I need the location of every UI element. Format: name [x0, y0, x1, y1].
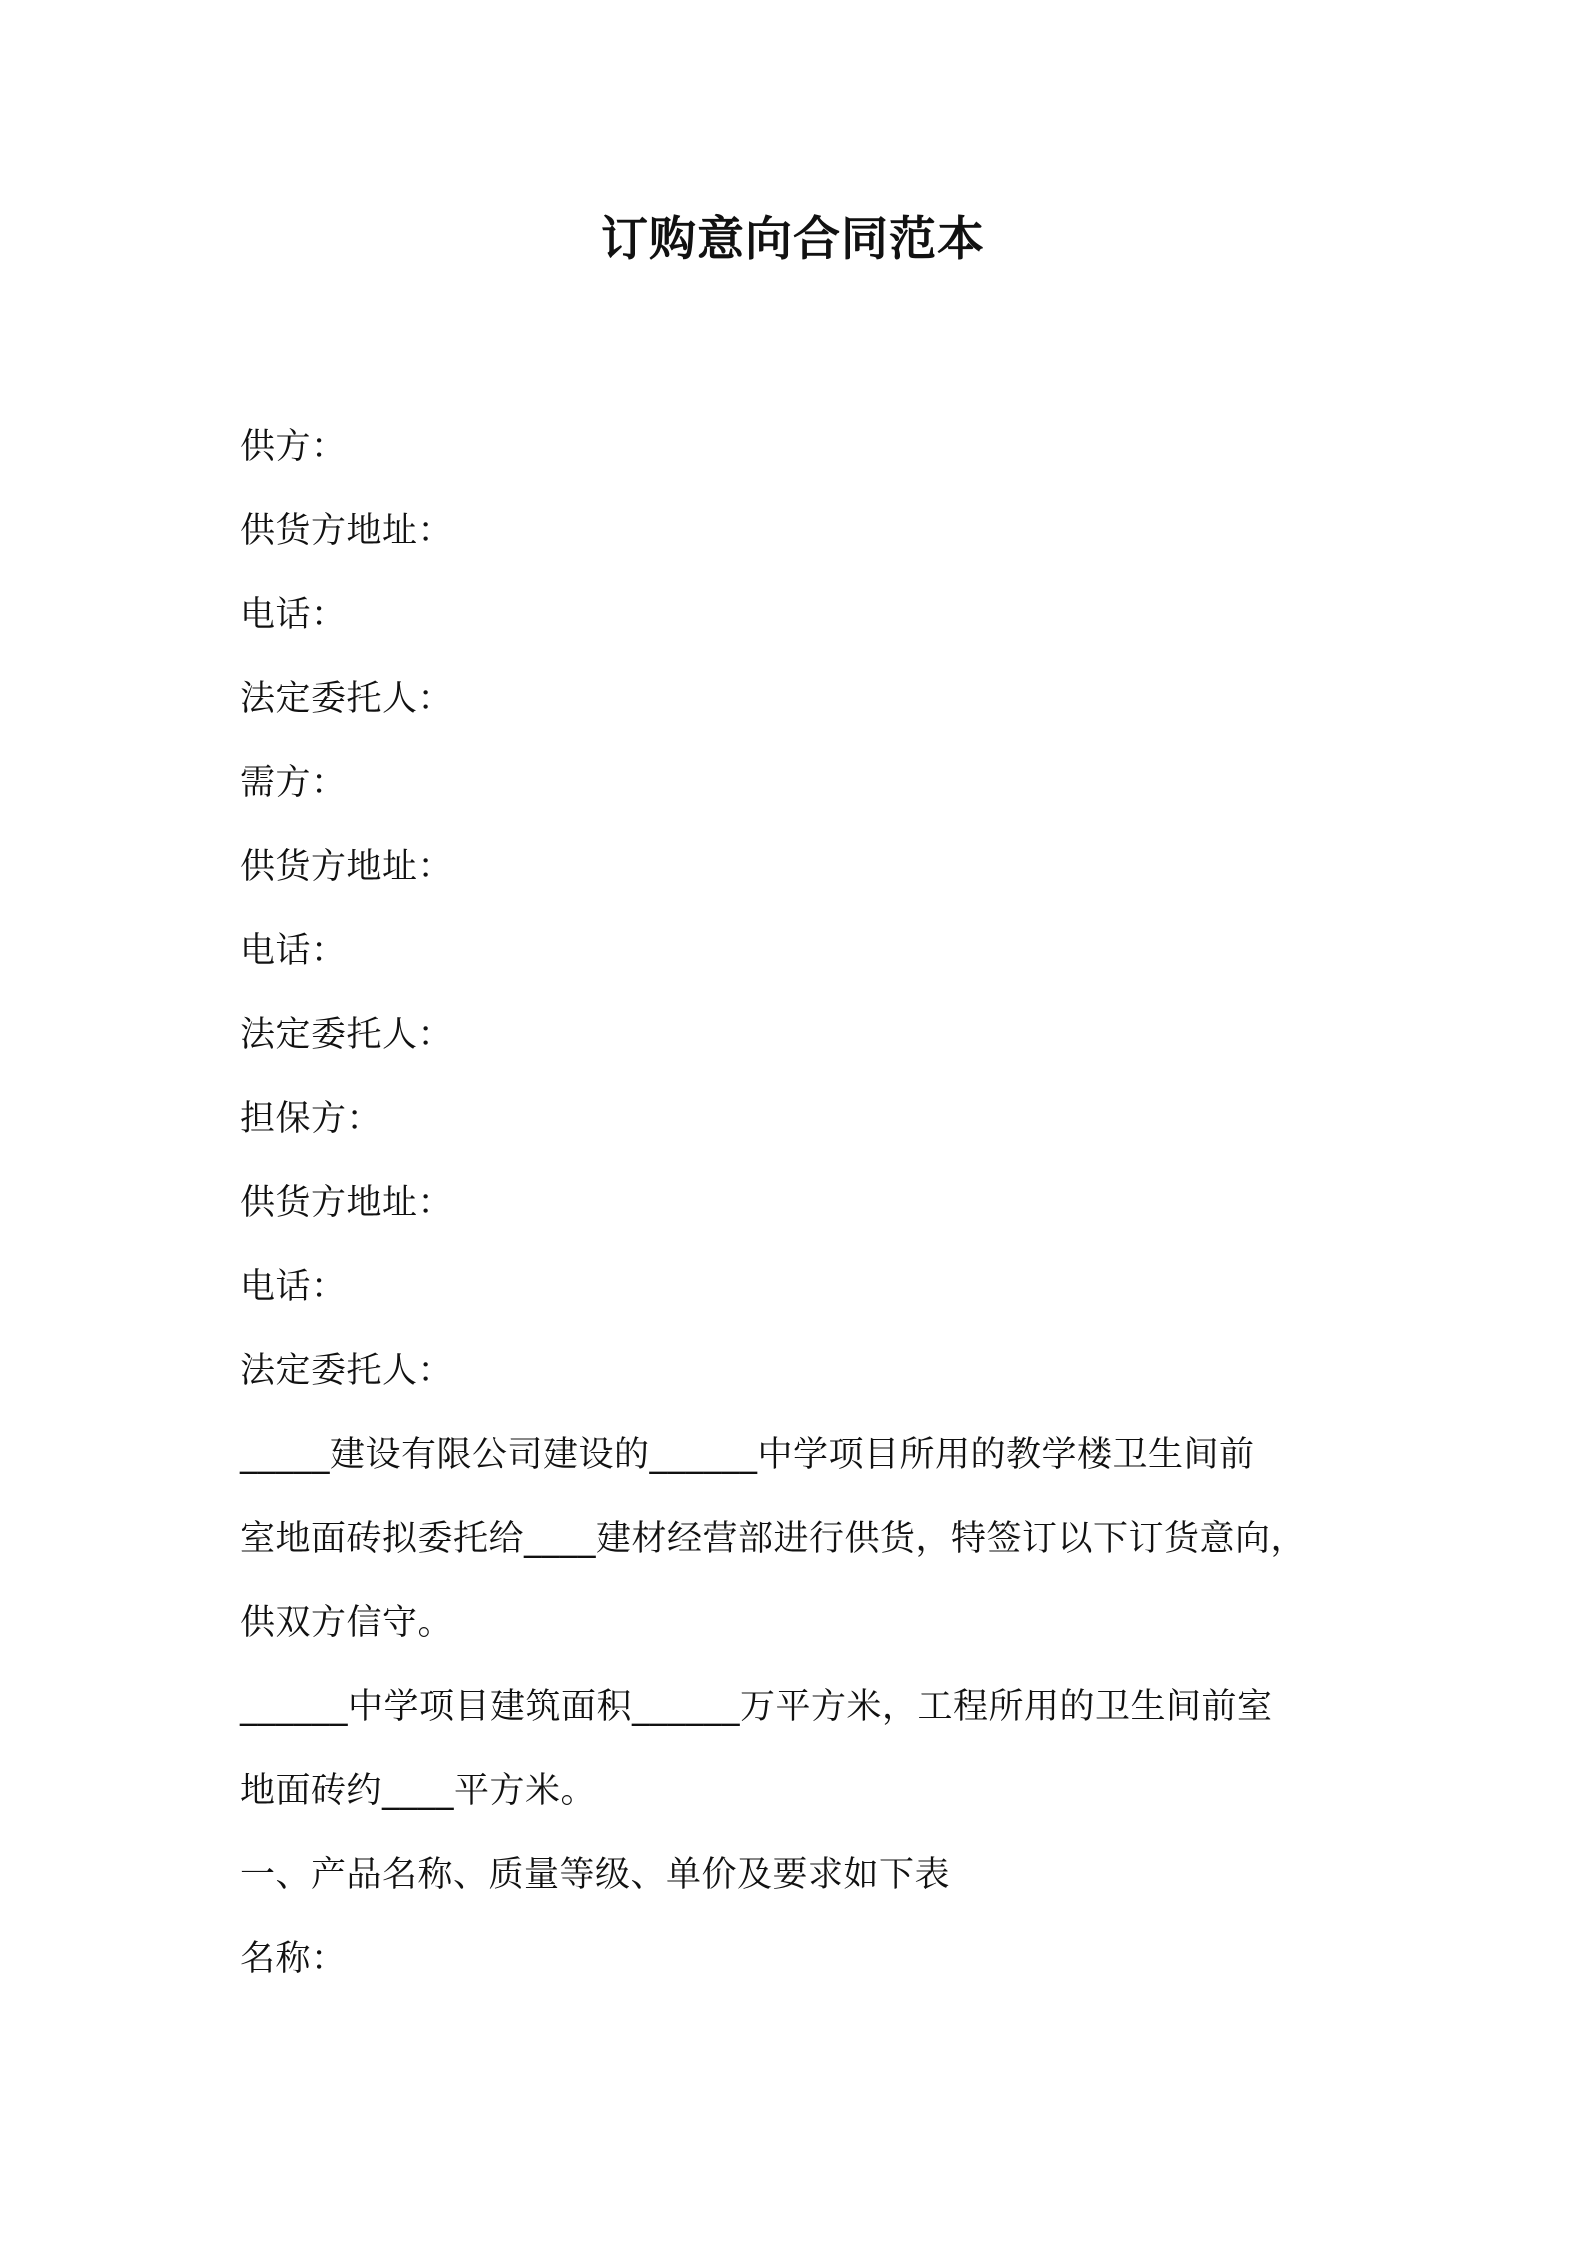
field-supplier: 供方：: [240, 427, 347, 467]
section-heading-1: 一、产品名称、质量等级、单价及要求如下表: [240, 1855, 951, 1895]
field-supplier-address: 供货方地址：: [240, 511, 454, 551]
paragraph-1-line-2: 室地面砖拟委托给____建材经营部进行供货，特签订以下订货意向，: [240, 1519, 1307, 1559]
paragraph-1-line-3: 供双方信守。: [240, 1603, 454, 1643]
paragraph-2-line-1: ______中学项目建筑面积______万平方米，工程所用的卫生间前室: [240, 1687, 1273, 1727]
field-guarantor-phone: 电话：: [240, 1267, 347, 1307]
paragraph-1-line-1: _____建设有限公司建设的______中学项目所用的教学楼卫生间前: [240, 1435, 1255, 1475]
field-buyer: 需方：: [240, 763, 347, 803]
field-guarantor: 担保方：: [240, 1099, 383, 1139]
field-product-name: 名称：: [240, 1939, 347, 1979]
field-guarantor-address: 供货方地址：: [240, 1183, 454, 1223]
document-body: [240, 405, 1370, 2001]
field-guarantor-agent: 法定委托人：: [240, 1351, 454, 1391]
paragraph-2-line-2: 地面砖约____平方米。: [240, 1771, 597, 1811]
field-buyer-address: 供货方地址：: [240, 847, 454, 887]
field-buyer-phone: 电话：: [240, 931, 347, 971]
field-supplier-phone: 电话：: [240, 595, 347, 635]
field-buyer-agent: 法定委托人：: [240, 1015, 454, 1055]
field-supplier-agent: 法定委托人：: [240, 679, 454, 719]
document-title: 订购意向合同范本: [601, 212, 985, 267]
